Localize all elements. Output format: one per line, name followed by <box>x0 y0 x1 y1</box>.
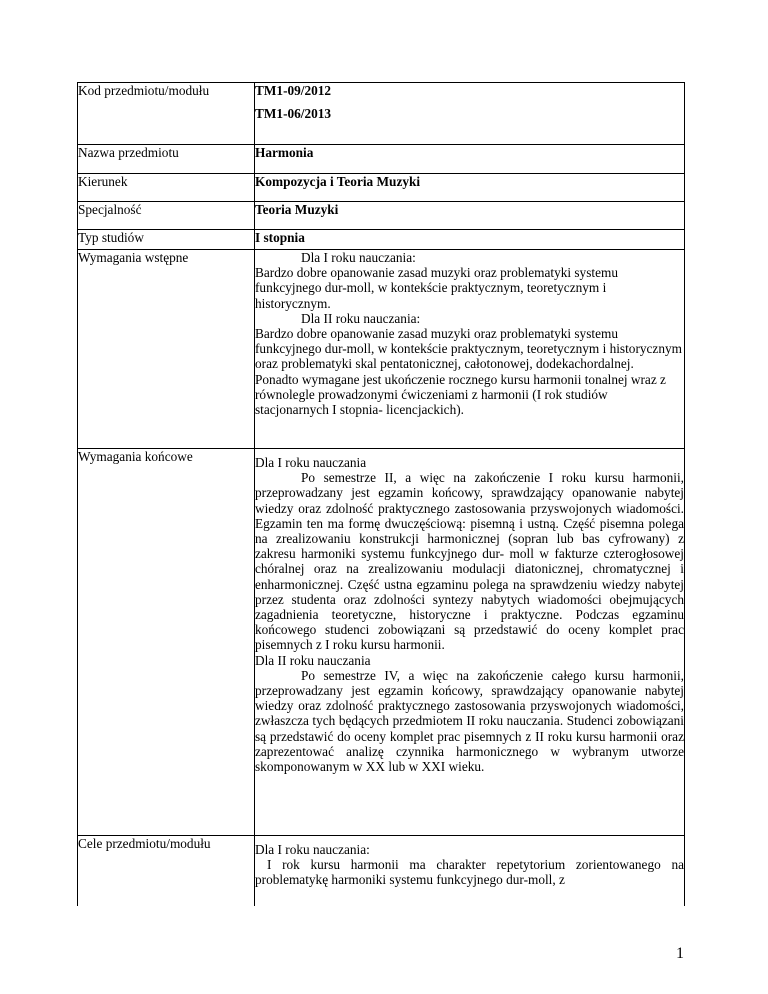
row-label-wstepne: Wymagania wstępne <box>78 250 255 449</box>
prereq-heading-year1: Dla I roku nauczania: <box>301 250 416 265</box>
prereq-text-year1: Bardzo dobre opanowanie zasad muzyki oraz problematyki systemu funkcyjnego dur-moll, w kontekście praktycznym, teoretycznym i historycznym. <box>255 265 618 311</box>
prereq-text-extra: Ponadto wymagane jest ukończenie rocznego kursu harmonii tonalnej wraz z równolegle prowadzonymi ćwiczeniami z harmonii (I rok studiów stacjonarnych I stopnia- licencjackich). <box>255 371 666 418</box>
row-value-specjalnosc <box>255 202 685 230</box>
row-value-typ <box>255 230 685 250</box>
row-label-cele: Cele przedmiotu/modułu <box>78 836 255 907</box>
course-field: Kompozycja i Teoria Muzyki <box>255 174 421 189</box>
page-number: 1 <box>676 945 684 962</box>
course-name: Harmonia <box>255 145 314 160</box>
goals-heading-year1: Dla I roku nauczania: <box>255 842 370 857</box>
row-value-kod <box>255 83 685 145</box>
course-info-table <box>77 82 685 906</box>
row-value-nazwa <box>255 145 685 174</box>
prereq-heading-year2: Dla II roku nauczania: <box>301 310 421 326</box>
goals-text-year1: I rok kursu harmonii ma charakter repetytorium zorientowanego na problematykę harmoniki systemu funkcyjnego dur-moll, z <box>255 857 684 888</box>
table-row <box>78 202 685 230</box>
course-code-2013: TM1-06/2013 <box>255 106 332 122</box>
table-row <box>78 449 685 836</box>
row-value-koncowe <box>255 449 685 836</box>
final-text-year2: Po semestrze IV, a więc na zakończenie całego kursu harmonii, przeprowadzany jest egzamin końcowy, sprawdzający opanowanie nabytej wiedzy oraz zdolność praktycznego zastosowania przyswojonych wiadomości, zwłaszcza tych będących przedmiotem II roku nauczania. Studenci zobowiązani są przedstawić do oceny komplet prac pisemnych z II roku kursu harmonii oraz zaprezentować analizę czynnika harmonicznego w wybranym utworze skomponowanym w XX lub w XXI wieku. <box>255 667 684 775</box>
row-value-cele <box>255 836 685 907</box>
course-specialty: Teoria Muzyki <box>255 202 339 217</box>
row-label-nazwa: Nazwa przedmiotu <box>78 145 255 174</box>
table-row <box>78 250 685 449</box>
table-row <box>78 83 685 145</box>
row-label-kierunek: Kierunek <box>78 174 255 202</box>
row-value-wstepne <box>255 250 685 449</box>
study-type: I stopnia <box>255 230 305 245</box>
final-heading-year1: Dla I roku nauczania <box>255 455 367 470</box>
table-row <box>78 230 685 250</box>
table-row <box>78 174 685 202</box>
course-code-2012: TM1-09/2012 <box>255 83 332 98</box>
row-label-specjalnosc: Specjalność <box>78 202 255 230</box>
row-value-kierunek <box>255 174 685 202</box>
table-row <box>78 145 685 174</box>
table-row <box>78 836 685 907</box>
row-label-kod: Kod przedmiotu/modułu <box>78 83 255 145</box>
row-label-koncowe: Wymagania końcowe <box>78 449 255 836</box>
prereq-text-year2: Bardzo dobre opanowanie zasad muzyki oraz problematyki systemu funkcyjnego dur-moll, w kontekście praktycznym, teoretycznym i historycznym oraz problematyki skal pentatonicznej, całotonowej, dodekachordalnej. <box>255 326 682 372</box>
row-label-typ: Typ studiów <box>78 230 255 250</box>
final-text-year1: Po semestrze II, a więc na zakończenie I roku kursu harmonii, przeprowadzany jest egzamin końcowy, sprawdzający opanowanie nabytej wiedzy oraz zdolność praktycznego zastosowania przyswojonych wiadomości. Egzamin ten ma formę dwuczęściową: pisemną i ustną. Część pisemna polega na zrealizowaniu konstrukcji harmonicznej (sopran lub bas cyfrowany) z zakresu harmoniki systemu funkcyjnego dur- moll w fakturze czterogłosowej chóralnej oraz na zrealizowaniu modulacji diatonicznej, chromatycznej i enharmonicznej. Część ustna egzaminu polega na sprawdzeniu wiedzy nabytej przez studenta oraz zdolności syntezy nabytych wiadomości obejmujących zagadnienia teoretyczne, historyczne i praktyczne. Podczas egzaminu końcowego studenci zobowiązani są przedstawić do oceny komplet prac pisemnych z I roku kursu harmonii. <box>255 470 684 653</box>
final-heading-year2: Dla II roku nauczania <box>255 652 371 668</box>
